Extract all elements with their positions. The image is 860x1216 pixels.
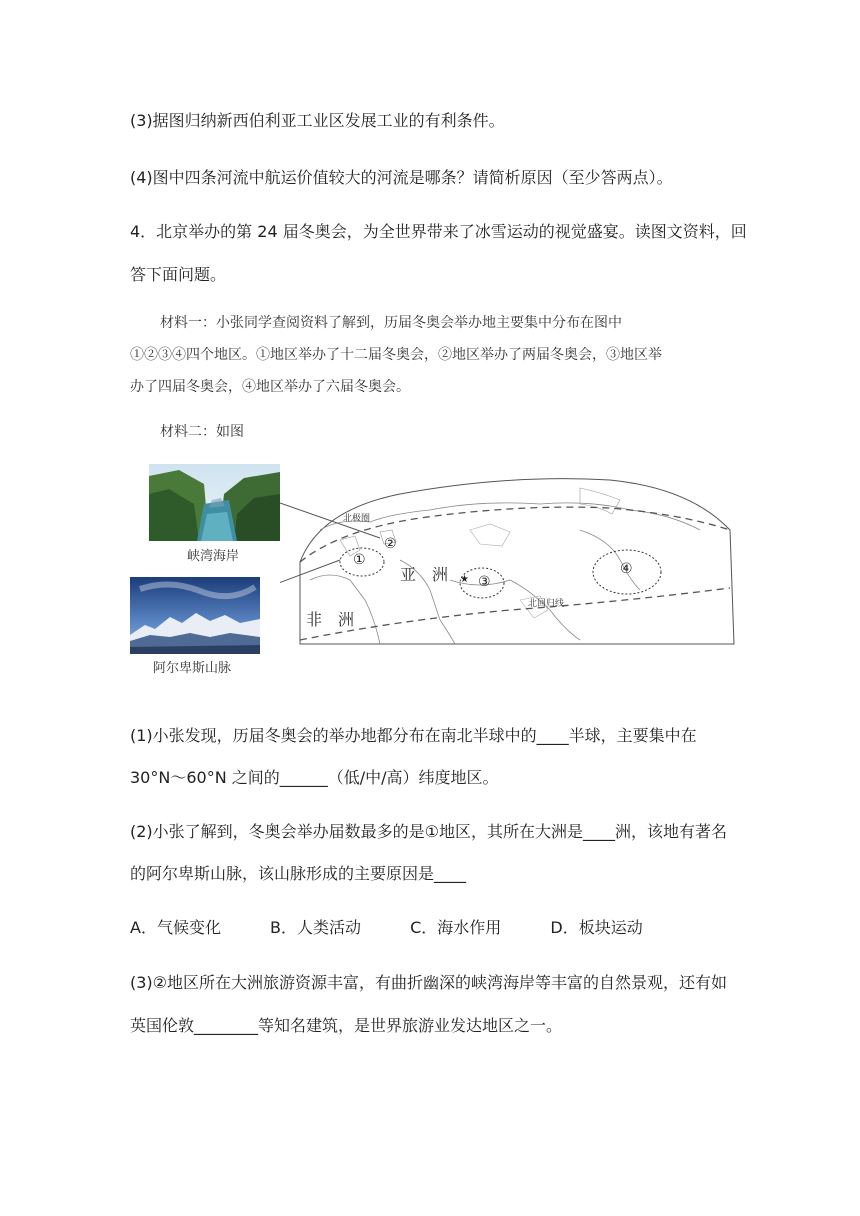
region-2-label: ② — [384, 536, 397, 552]
tropic-of-cancer-label: 北回归线 — [528, 599, 565, 609]
alps-photo — [130, 577, 260, 654]
question-4-intro-line-2: 答下面问题。 — [130, 265, 227, 284]
part-1-line-1: (1)小张发现，历届冬奥会的举办地都分布在南北半球中的____半球，主要集中在 — [130, 726, 697, 745]
world-map — [280, 470, 735, 646]
material-1-line-2: ①②③④四个地区。①地区举办了十二届冬奥会，②地区举办了两届冬奥会，③地区举 — [130, 347, 662, 363]
option-c[interactable]: C．海水作用 — [410, 918, 502, 937]
asia-label: 亚 洲 — [400, 565, 449, 584]
region-1-label: ① — [353, 552, 366, 568]
material-1-line-1: 材料一：小张同学查阅资料了解到，历届冬奥会举办地主要集中分布在图中 — [160, 315, 622, 331]
region-4-label: ④ — [620, 561, 633, 577]
question-4-intro-line-1: 4．北京举办的第 24 届冬奥会，为全世界带来了冰雪运动的视觉盛宴。读图文资料，回 — [130, 222, 747, 241]
alps-caption: 阿尔卑斯山脉 — [153, 661, 232, 676]
option-d[interactable]: D．板块运动 — [550, 918, 643, 937]
fjord-coast-photo — [149, 464, 280, 541]
africa-label: 非 洲 — [306, 610, 355, 629]
region-3-label: ③ — [478, 574, 491, 590]
material-1-line-3: 办了四届冬奥会，④地区举办了六届冬奥会。 — [130, 379, 410, 395]
option-b[interactable]: B．人类活动 — [270, 918, 362, 937]
question-3-part-4: (4)图中四条河流中航运价值较大的河流是哪条？请简析原因（至少答两点）。 — [130, 168, 673, 187]
part-2-line-1: (2)小张了解到，冬奥会举办届数最多的是①地区，其所在大洲是____洲，该地有著名 — [130, 822, 728, 841]
material-2-label: 材料二：如图 — [160, 424, 244, 440]
part-1-line-2: 30°N～60°N 之间的______（低/中/高）纬度地区。 — [130, 768, 499, 787]
fjord-caption: 峡湾海岸 — [187, 549, 240, 564]
part-3-line-1: (3)②地区所在大洲旅游资源丰富，有曲折幽深的峡湾海岸等丰富的自然景观，还有如 — [130, 973, 728, 992]
part-3-line-2: 英国伦敦________等知名建筑，是世界旅游业发达地区之一。 — [130, 1016, 563, 1035]
arctic-circle-label: 北极圈 — [343, 514, 371, 524]
svg-text:★: ★ — [460, 574, 469, 585]
part-2-line-2: 的阿尔卑斯山脉，该山脉形成的主要原因是____ — [130, 864, 467, 883]
answer-options — [130, 915, 687, 938]
question-3-part-3: (3)据图归纳新西伯利亚工业区发展工业的有利条件。 — [130, 111, 505, 130]
option-a[interactable]: A．气候变化 — [130, 918, 221, 937]
